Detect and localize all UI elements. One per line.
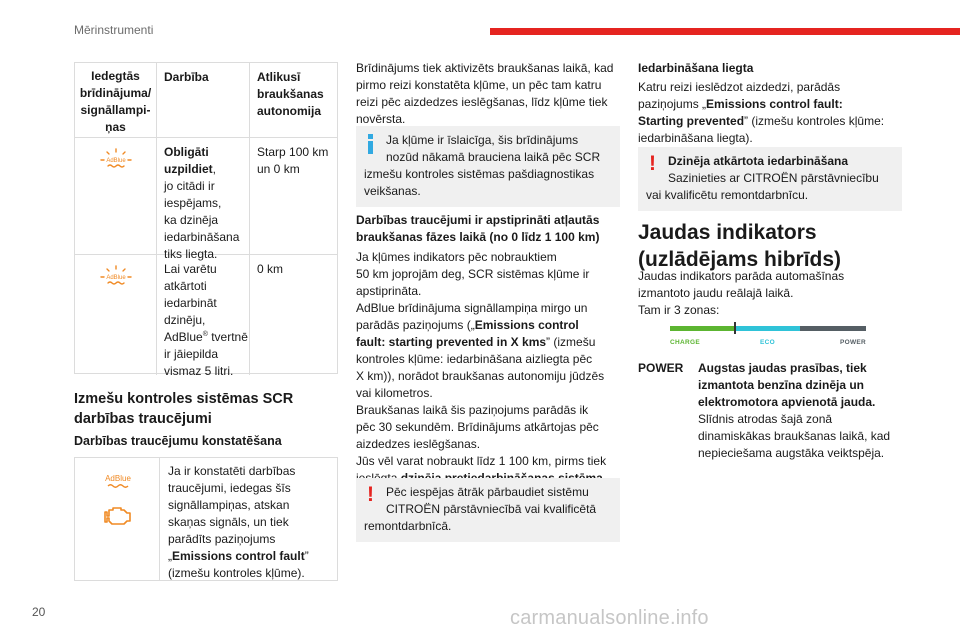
gauge-power-zone xyxy=(800,326,866,331)
action-comma: , xyxy=(212,162,217,177)
gauge-label-power: POWER xyxy=(840,339,867,346)
table-cell-icons xyxy=(75,458,160,580)
text-line: AdBlue brīdinājuma signāllampiņa mirgo un xyxy=(356,301,588,316)
fault-detection-subtitle: Darbības traucējumu konstatēšana xyxy=(74,434,282,448)
text-line xyxy=(168,548,333,565)
text-line: Sazinieties ar CITROËN pārstāvniecību xyxy=(668,171,879,186)
adblue-warning-icon xyxy=(99,265,133,289)
action-line: iedarbināšana xyxy=(164,230,240,245)
text-line: aizdedzes ieslēgšanas. xyxy=(356,437,481,452)
table-row xyxy=(75,255,337,379)
message-bold: Emissions control fault xyxy=(172,549,305,564)
text-line: Ja kļūme ir īslaicīga, šis brīdinājums xyxy=(386,133,579,147)
heading-line: Darbības traucējumi ir apstiprināti atļautās xyxy=(356,213,600,227)
engine-check-icon xyxy=(103,504,133,526)
page-number: 20 xyxy=(32,605,46,619)
table-header-cell: Atlikusī braukšanas autonomija xyxy=(257,70,324,119)
text-line xyxy=(638,96,908,113)
power-gauge-illustration xyxy=(668,322,868,356)
text-line: pēc 30 sekundēm. Brīdinājums atkārtojas pēc xyxy=(356,420,599,435)
text-line: pirmo reizi konstatēta kļūme, un pēc tam katru xyxy=(356,78,602,93)
power-indicator-title xyxy=(638,219,918,274)
action-bold: Obligāti xyxy=(164,145,209,159)
message-bold: Emissions control fault: xyxy=(706,97,843,112)
power-zone-label: POWER xyxy=(638,361,684,375)
action-line: iespējams, xyxy=(164,196,222,211)
text-line: novērsta. xyxy=(356,112,406,127)
watermark: carmanualsonline.info xyxy=(510,607,709,629)
table-header-row xyxy=(75,63,337,138)
text-line: Pēc iespējas ātrāk pārbaudiet sistēmu xyxy=(386,485,589,499)
adblue-warning-icon xyxy=(99,148,133,172)
text-span: paziņojums „ xyxy=(638,97,707,112)
gauge-charge-zone xyxy=(670,326,734,331)
start-prevented-heading: Iedarbināšana liegta xyxy=(638,61,754,75)
title-line: Jaudas indikators xyxy=(638,221,817,244)
table-header-cell: Darbība xyxy=(157,63,250,137)
text-line: parādīts paziņojums xyxy=(168,532,276,547)
text-line: remontdarbnīcā. xyxy=(364,519,452,534)
exclamation-icon: ! xyxy=(649,152,656,175)
action-line: atkārtoti xyxy=(164,279,207,294)
text-line: Slīdnis atrodas šajā zonā xyxy=(698,412,833,427)
confirmed-fault-paragraph xyxy=(356,249,626,487)
text-line: CITROËN pārstāvniecībā vai kvalificētā xyxy=(386,502,597,517)
text-line: Ja kļūmes indikators pēc nobrauktiem xyxy=(356,250,557,264)
start-prevented-paragraph xyxy=(638,79,908,147)
table-header-cell xyxy=(75,63,157,137)
text-line: apstiprināta. xyxy=(356,284,422,299)
text-line: Jūs vēl varat nobraukt līdz 1 100 km, pirms tiek xyxy=(356,454,607,469)
table-row xyxy=(75,138,337,262)
table-cell-icon xyxy=(75,255,157,375)
text-line: nepieciešama augstāka veiktspēja. xyxy=(698,446,885,461)
text-span: parādās paziņojums („ xyxy=(356,318,475,333)
action-line: tiks liegta. xyxy=(164,247,218,262)
action-line: dzinēju, xyxy=(164,313,206,328)
note-title: Dzinēja atkārtota iedarbināšana xyxy=(668,154,849,168)
text-line: izmantoto jaudu reālajā laikā. xyxy=(638,286,794,301)
header-line: signāllampi- xyxy=(80,103,151,118)
range-line: 0 km xyxy=(257,262,284,276)
scr-fault-table xyxy=(74,457,338,581)
title-line: darbības traucējumi xyxy=(74,410,212,427)
page-header-title: Mērinstrumenti xyxy=(74,23,154,37)
svg-text:AdBlue: AdBlue xyxy=(106,275,126,281)
text-span: ” (izmešu xyxy=(546,335,596,350)
text-line: Katru reizi ieslēdzot aizdedzi, parādās xyxy=(638,80,841,94)
text-line: dinamiskākas braukšanas laikā, kad xyxy=(698,429,891,444)
svg-text:AdBlue: AdBlue xyxy=(105,474,131,483)
action-line-rest: tvertnē xyxy=(207,330,248,345)
text-line: Augstas jaudas prasības, tiek xyxy=(698,361,867,375)
range-line: Starp 100 km xyxy=(257,145,329,159)
quote-mark: ” xyxy=(304,549,309,564)
text-line: izmantota benzīna dzinēja un xyxy=(698,378,865,393)
gauge-label-eco: ECO xyxy=(760,339,775,346)
action-line: iedarbināt xyxy=(164,296,217,311)
range-line: un 0 km xyxy=(257,162,300,177)
scr-section-title xyxy=(74,390,338,429)
action-line: vismaz 5 litri. xyxy=(164,364,234,379)
text-line: Brīdinājums tiek aktivizēts braukšanas laikā, kad xyxy=(356,61,614,75)
table-cell-icon xyxy=(75,138,157,254)
exclamation-icon: ! xyxy=(367,483,374,506)
restart-warning-note xyxy=(638,147,902,211)
power-indicator-paragraph xyxy=(638,268,908,319)
text-line xyxy=(638,113,908,130)
heading-line: braukšanas fāzes laikā (no 0 līdz 1 100 km) xyxy=(356,229,600,244)
table-cell-text xyxy=(160,458,339,580)
title-line: (uzlādējams hibrīds) xyxy=(638,248,842,272)
header-line: Iedegtās xyxy=(91,69,140,83)
table-cell-range xyxy=(250,255,339,375)
adblue-word: AdBlue xyxy=(164,330,203,345)
text-line: 50 km joprojām deg, SCR sistēmas kļūme ir xyxy=(356,267,590,282)
action-line: jo citādi ir xyxy=(164,179,215,194)
text-line: X km)), norādot braukšanas autonomiju jūdzēs xyxy=(356,369,605,384)
text-line: kontroles kļūme: iedarbināšana aizliegta pēc xyxy=(356,352,593,367)
text-line: vai kvalificētu remontdarbnīcu. xyxy=(646,188,809,203)
text-line xyxy=(356,334,626,351)
action-line xyxy=(164,329,249,346)
table-cell-range xyxy=(250,138,339,254)
text-line: Tam ir 3 zonas: xyxy=(638,303,720,318)
info-note xyxy=(356,126,620,207)
text-line: nozūd nākamā brauciena laikā pēc SCR xyxy=(386,150,601,165)
text-line: reizi pēc aizdedzes ieslēgšanas, līdz kļūme tiek xyxy=(356,95,608,110)
text-line: veikšanas. xyxy=(364,184,421,199)
text-line: Jaudas indikators parāda automašīnas xyxy=(638,269,845,283)
message-bold: fault: starting prevented in X kms xyxy=(356,335,547,350)
header-line: brīdinājuma/ xyxy=(79,86,152,101)
action-line: ka dzinēja xyxy=(164,213,219,228)
text-line: traucējumi, iedegas šīs xyxy=(168,481,291,496)
text-line: elektromotora apvienotā jauda. xyxy=(698,395,876,410)
action-line: Lai varētu xyxy=(164,262,217,276)
text-line: iedarbināšana liegta). xyxy=(638,131,753,146)
power-zone-description xyxy=(698,360,898,462)
svg-text:AdBlue: AdBlue xyxy=(106,158,126,164)
header-line: ņas xyxy=(105,120,126,135)
text-line xyxy=(356,317,626,334)
title-line: Izmešu kontroles sistēmas SCR xyxy=(74,391,294,407)
text-line: Braukšanas laikā šis paziņojums parādās ik xyxy=(356,403,589,418)
gauge-eco-zone xyxy=(736,326,800,331)
message-bold: Starting prevented xyxy=(638,114,745,129)
message-bold: Emissions control xyxy=(474,318,579,333)
text-span: ” (izmešu kontroles kļūme: xyxy=(744,114,885,129)
action-line: ir jāiepilda xyxy=(164,347,219,362)
table-cell-action xyxy=(157,255,250,379)
adblue-icon xyxy=(102,473,134,489)
table-cell-action xyxy=(157,138,250,262)
text-line: izmešu kontroles sistēmas pašdiagnostikas xyxy=(364,167,595,182)
warning-note xyxy=(356,478,620,542)
header-accent-bar xyxy=(490,28,960,35)
adblue-warning-table xyxy=(74,62,338,379)
text-line: signāllampiņas, atskan xyxy=(168,498,290,513)
registered-mark: ® xyxy=(202,331,208,339)
info-icon xyxy=(364,132,386,162)
text-line: Ja ir konstatēti darbības xyxy=(168,464,296,478)
quote-mark: „ xyxy=(168,549,172,564)
gauge-label-charge: CHARGE xyxy=(670,339,700,346)
text-line: vai kilometros. xyxy=(356,386,433,401)
warning-activation-paragraph xyxy=(356,60,620,128)
text-line: skaņas signāls, un tiek xyxy=(168,515,289,530)
confirmed-fault-heading xyxy=(356,212,626,246)
action-bold: uzpildiet xyxy=(164,162,213,177)
text-line: (izmešu kontroles kļūme). xyxy=(168,566,305,581)
